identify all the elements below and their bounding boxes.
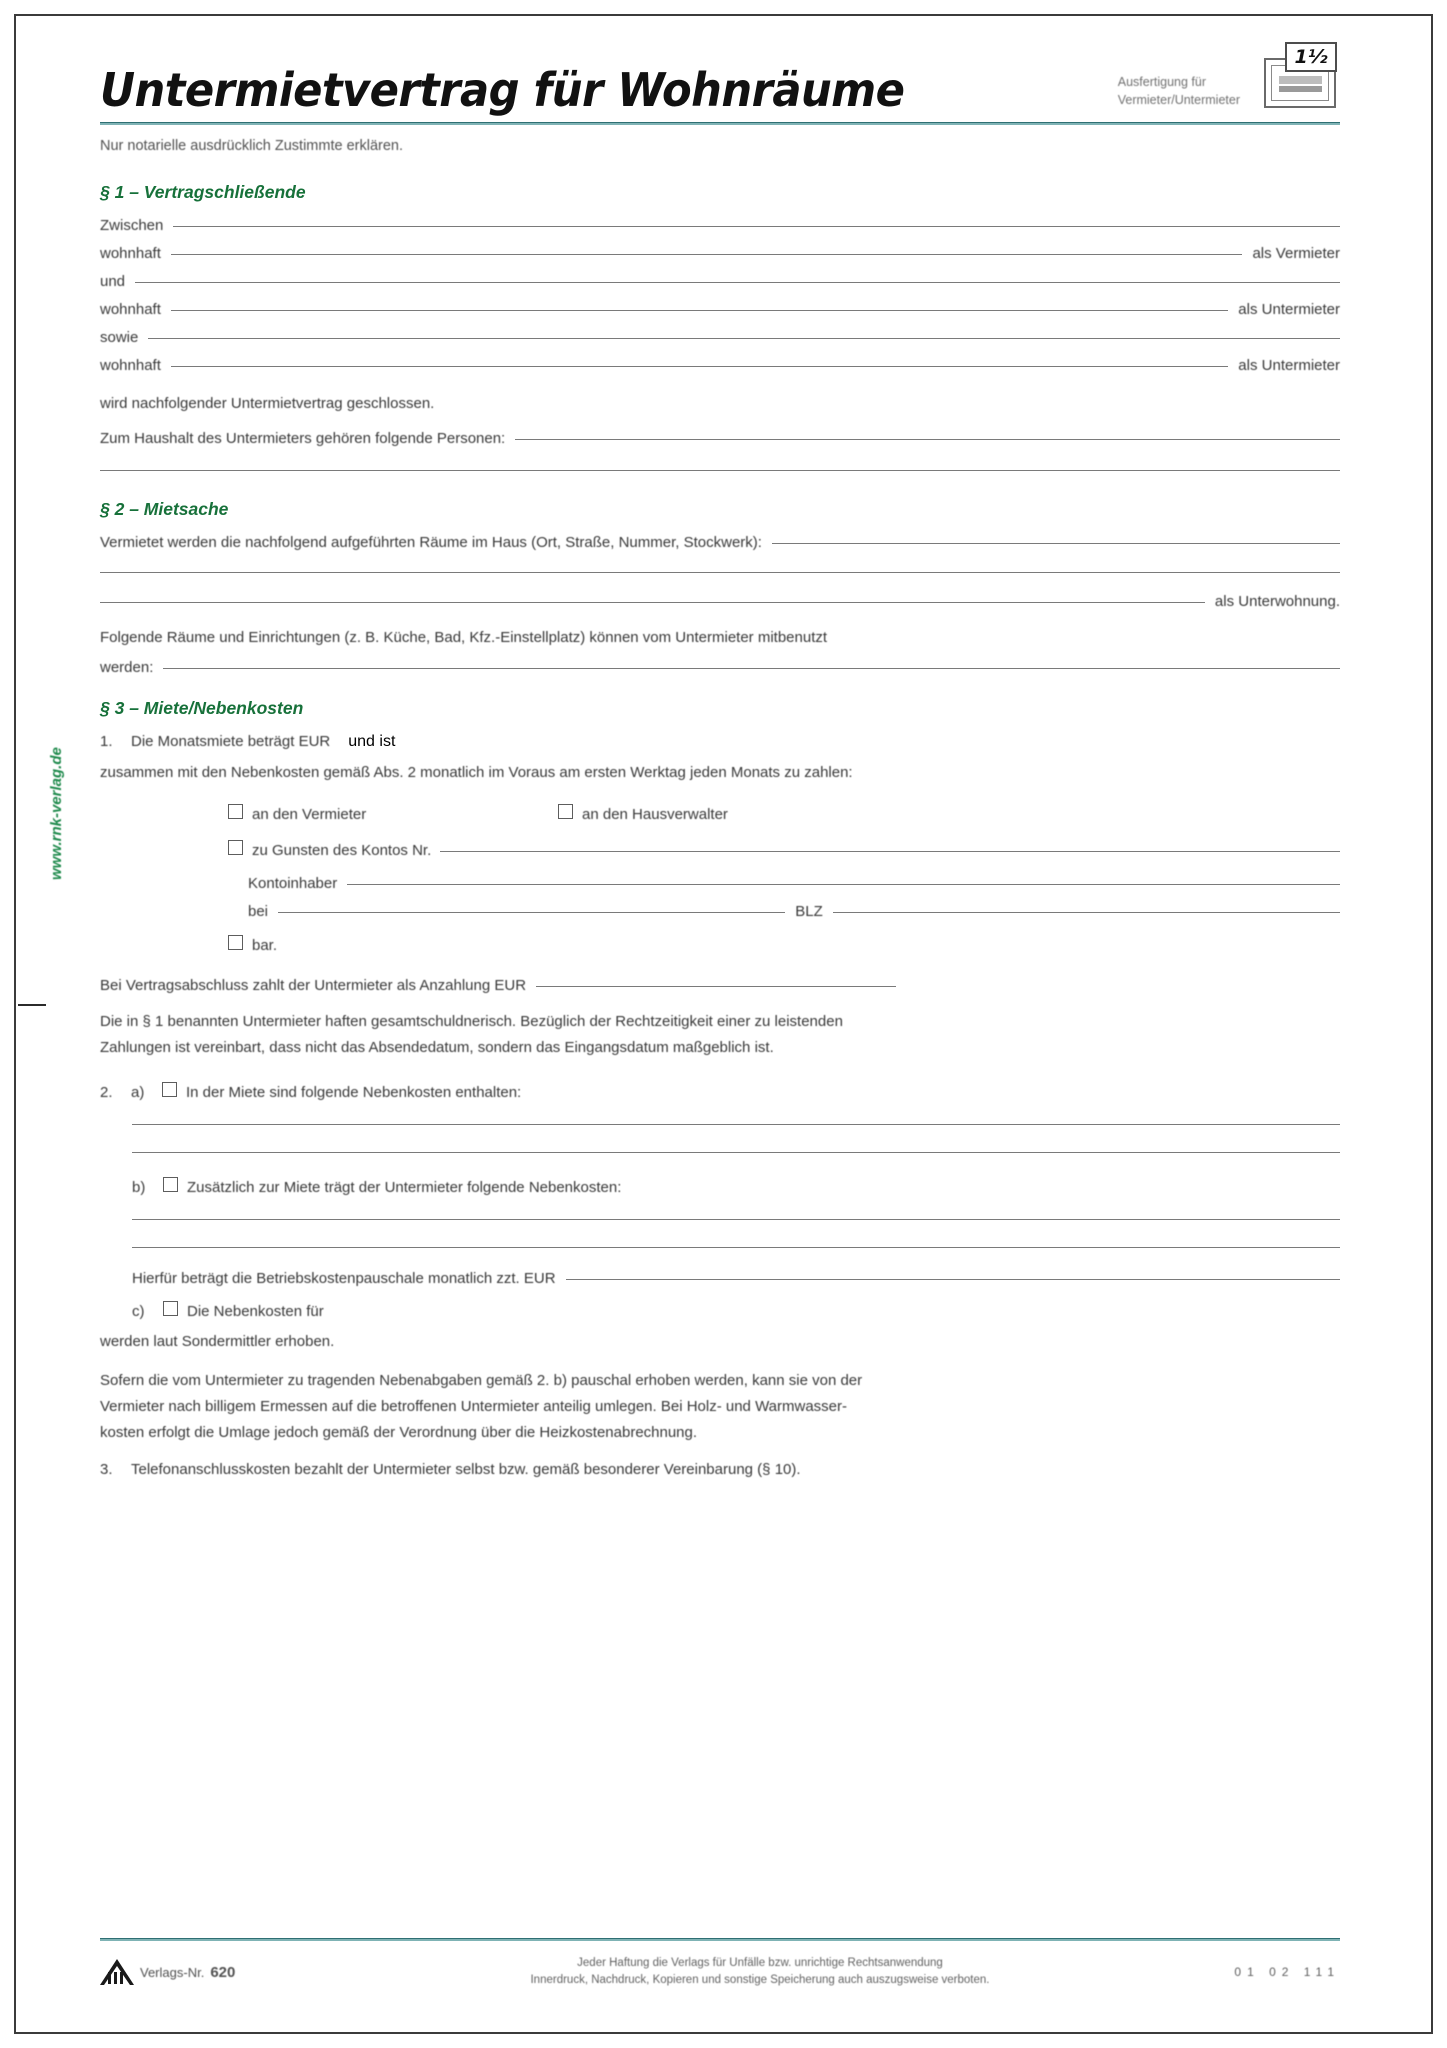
field-input-account-holder[interactable] xyxy=(347,883,1340,885)
field-input-wohnhaft-3[interactable] xyxy=(171,365,1228,367)
field-input-zwischen[interactable] xyxy=(173,225,1340,227)
field-row-bank[interactable] xyxy=(248,903,1340,920)
copy-destination-line1: Ausfertigung für xyxy=(1117,74,1206,89)
field-label-monthly-rent: Die Monatsmiete beträgt EUR xyxy=(131,732,331,750)
list-alpha-a: a) xyxy=(131,1084,145,1102)
field-label-account-holder: Kontoinhaber xyxy=(248,875,338,893)
footer-legal-notice xyxy=(330,1955,1190,1990)
document-footer xyxy=(100,1955,1340,1990)
field-label-und: und xyxy=(100,273,126,290)
publisher-brand xyxy=(100,1959,330,1985)
checkbox-special-costs[interactable] xyxy=(163,1301,178,1316)
checkbox-pay-account[interactable] xyxy=(228,840,243,855)
checkbox-label-vermieter: an den Vermieter xyxy=(252,805,367,823)
list-alpha-b: b) xyxy=(132,1179,146,1197)
list-number-3: 3. xyxy=(100,1460,113,1478)
field-label-item-2c: Die Nebenkosten für xyxy=(187,1303,324,1321)
field-input-item-2b-3[interactable] xyxy=(132,1246,1340,1248)
field-tail-als-untermieter-2: als Untermieter xyxy=(1238,357,1340,374)
publisher-number: 620 xyxy=(210,1963,236,1981)
field-label-wohnhaft-3: wohnhaft xyxy=(100,357,161,374)
checkbox-included-costs[interactable] xyxy=(162,1082,177,1097)
field-input-mietsache-2[interactable] xyxy=(100,571,1340,573)
field-row-item-2a[interactable] xyxy=(100,1082,1340,1101)
field-input-account-number[interactable] xyxy=(440,850,1340,852)
field-row-wohnhaft-untermieter-2[interactable] xyxy=(100,357,1340,374)
field-input-household[interactable] xyxy=(515,438,1340,440)
field-input-item-2a-2[interactable] xyxy=(132,1123,1340,1125)
form-sheet xyxy=(100,42,1340,1492)
field-label-zwischen: Zwischen xyxy=(100,217,164,234)
field-input-item-2a-3[interactable] xyxy=(132,1151,1340,1153)
field-label-blz: BLZ xyxy=(795,903,823,921)
field-row-lump-sum[interactable] xyxy=(132,1270,1340,1287)
checkbox-pay-vermieter[interactable] xyxy=(228,804,243,819)
field-row-sowie[interactable] xyxy=(100,329,1340,346)
checkbox-row-vermieter[interactable] xyxy=(228,803,558,827)
field-row-mietsache-intro[interactable] xyxy=(100,534,1340,551)
footer-edition-code: 01 02 111 xyxy=(1234,1965,1340,1980)
payment-recipient-options xyxy=(228,803,1340,827)
list-number-2: 2. xyxy=(100,1084,113,1102)
footer-legal-line-2: Innerdruck, Nachdruck, Kopieren und sonstige Speicherung auch auszugsweise verboten. xyxy=(530,1974,990,1987)
field-row-account-holder[interactable] xyxy=(248,875,1340,892)
field-input-bank[interactable] xyxy=(278,911,785,913)
field-label-werden: werden: xyxy=(100,658,154,676)
field-input-item-2b-2[interactable] xyxy=(132,1218,1340,1220)
section-heading-2: § 2 – Mietsache xyxy=(100,499,229,520)
header-rule xyxy=(100,122,1340,125)
field-row-unterwohnung[interactable] xyxy=(100,593,1340,610)
field-label-item-2b: Zusätzlich zur Miete trägt der Untermieter folgende Nebenkosten: xyxy=(187,1179,622,1197)
checkbox-label-account: zu Gunsten des Kontos Nr. xyxy=(252,842,432,860)
contract-conclusion-text: wird nachfolgender Untermietvertrag geschlossen. xyxy=(100,395,435,412)
field-label-wohnhaft-1: wohnhaft xyxy=(100,245,161,262)
field-row-deposit[interactable] xyxy=(100,977,1340,994)
telephone-costs-text: Telefonanschlusskosten bezahlt der Untermieter selbst bzw. gemäß besonderer Vereinbarung (§ 10). xyxy=(131,1460,801,1478)
publisher-label: Verlags-Nr. xyxy=(140,1964,205,1980)
document-header xyxy=(100,42,1340,120)
document-subtitle: Nur notarielle ausdrücklich Zustimmte erklären. xyxy=(100,138,403,154)
margin-tick xyxy=(18,1004,46,1006)
icon-bar-lower xyxy=(1279,86,1322,92)
field-row-monthly-rent[interactable] xyxy=(100,733,1340,751)
publisher-logo-icon xyxy=(100,1959,134,1985)
field-row-household[interactable] xyxy=(100,430,1340,447)
field-input-shared-rooms[interactable] xyxy=(163,667,1340,669)
field-tail-als-vermieter: als Vermieter xyxy=(1252,245,1340,262)
joint-liability-line-1: Die in § 1 benannten Untermieter haften gesamtschuldnerisch. Bezüglich der Rechtzeitigkeit einer zu leistenden xyxy=(100,1012,843,1030)
page-title: Untermietvertrag für Wohnräume xyxy=(100,62,905,117)
footer-rule xyxy=(100,1938,1340,1941)
field-input-wohnhaft-2[interactable] xyxy=(171,309,1228,311)
section-heading-1: § 1 – Vertragschließende xyxy=(100,182,306,202)
list-alpha-c: c) xyxy=(132,1303,145,1321)
field-input-wohnhaft-1[interactable] xyxy=(171,253,1243,255)
payment-terms-text: zusammen mit den Nebenkosten gemäß Abs. 2 monatlich im Voraus am ersten Werktag jeden Monats zu zahlen: xyxy=(100,763,853,781)
field-row-und[interactable] xyxy=(100,273,1340,290)
field-tail-als-untermieter-1: als Untermieter xyxy=(1238,301,1340,318)
checkbox-row-hausverwalter[interactable] xyxy=(558,803,728,827)
field-input-und[interactable] xyxy=(135,281,1340,283)
field-label-mietsache-intro: Vermietet werden die nachfolgend aufgeführten Räume im Haus (Ort, Straße, Nummer, Stockwerk): xyxy=(100,534,762,552)
footer-legal-line-1: Jeder Haftung die Verlags für Unfälle bzw. unrichtige Rechtsanwendung xyxy=(577,1957,943,1969)
checkbox-row-cash[interactable] xyxy=(228,934,1340,958)
checkbox-pay-hausverwalter[interactable] xyxy=(558,804,573,819)
field-row-item-2c[interactable] xyxy=(132,1301,1340,1320)
header-right-block xyxy=(1118,42,1340,114)
checkbox-label-hausverwalter: an den Hausverwalter xyxy=(582,805,728,823)
form-format-icon xyxy=(1262,42,1340,110)
publisher-url-vertical: www.rnk-verlag.de xyxy=(48,747,65,880)
field-label-lump-sum: Hierfür beträgt die Betriebskostenpauschale monatlich zzt. EUR xyxy=(132,1270,556,1288)
special-costs-note: werden laut Sondermittler erhoben. xyxy=(100,1333,335,1351)
field-input-household-2[interactable] xyxy=(100,469,1340,471)
copy-destination-line2: Vermieter/Untermieter xyxy=(1117,93,1240,108)
field-tail-unterwohnung: als Unterwohnung. xyxy=(1214,593,1340,611)
field-input-sowie[interactable] xyxy=(148,337,1340,339)
field-input-mietsache-3[interactable] xyxy=(100,601,1205,603)
allocation-paragraph xyxy=(100,1369,1340,1446)
field-row-shared-rooms[interactable] xyxy=(100,659,1340,676)
checkbox-pay-cash[interactable] xyxy=(228,935,243,950)
allocation-line-1: Sofern die vom Untermieter zu tragenden Nebenabgaben gemäß 2. b) pauschal erhoben werden, kann sie von der xyxy=(100,1371,863,1389)
field-row-zwischen[interactable] xyxy=(100,217,1340,234)
icon-bar-upper xyxy=(1279,76,1322,84)
din-badge: 1½ xyxy=(1285,42,1337,72)
section-heading-3: § 3 – Miete/Nebenkosten xyxy=(100,697,304,718)
logo-bars xyxy=(108,1972,126,1984)
field-input-deposit[interactable] xyxy=(536,985,896,987)
allocation-line-3: kosten erfolgt die Umlage jedoch gemäß der Verordnung über die Heizkostenabrechnung. xyxy=(100,1424,698,1442)
field-row-wohnhaft-vermieter[interactable] xyxy=(100,245,1340,262)
field-tail-und-ist: und ist xyxy=(348,732,396,750)
allocation-line-2: Vermieter nach billigem Ermessen auf die betroffenen Untermieter anteilig umlegen. Bei Holz- und Warmwasser- xyxy=(100,1397,848,1415)
field-label-household: Zum Haushalt des Untermieters gehören folgende Personen: xyxy=(100,430,506,448)
copy-destination-note xyxy=(1118,73,1240,111)
field-row-wohnhaft-untermieter-1[interactable] xyxy=(100,301,1340,318)
joint-liability-paragraph xyxy=(100,1010,1340,1061)
list-number-1: 1. xyxy=(100,732,113,750)
field-row-item-3 xyxy=(100,1458,1340,1482)
shared-rooms-text: Folgende Räume und Einrichtungen (z. B. Küche, Bad, Kfz.-Einstellplatz) können vom Untermieter mitbenutzt xyxy=(100,629,828,647)
field-label-item-2a: In der Miete sind folgende Nebenkosten enthalten: xyxy=(186,1084,522,1102)
checkbox-label-cash: bar. xyxy=(252,937,278,955)
field-label-sowie: sowie xyxy=(100,329,139,346)
field-label-wohnhaft-2: wohnhaft xyxy=(100,301,161,318)
field-row-item-2b[interactable] xyxy=(132,1177,1340,1196)
joint-liability-line-2: Zahlungen ist vereinbart, dass nicht das Absendedatum, sondern das Eingangsdatum maßgeblich ist. xyxy=(100,1039,774,1057)
field-input-blz[interactable] xyxy=(833,911,1340,913)
field-label-bank: bei xyxy=(248,903,269,921)
checkbox-row-account[interactable] xyxy=(228,839,1340,863)
checkbox-additional-costs[interactable] xyxy=(163,1177,178,1192)
field-label-deposit: Bei Vertragsabschluss zahlt der Untermieter als Anzahlung EUR xyxy=(100,976,527,994)
field-input-lump-sum[interactable] xyxy=(566,1278,1340,1280)
field-input-mietsache-1[interactable] xyxy=(772,542,1340,544)
